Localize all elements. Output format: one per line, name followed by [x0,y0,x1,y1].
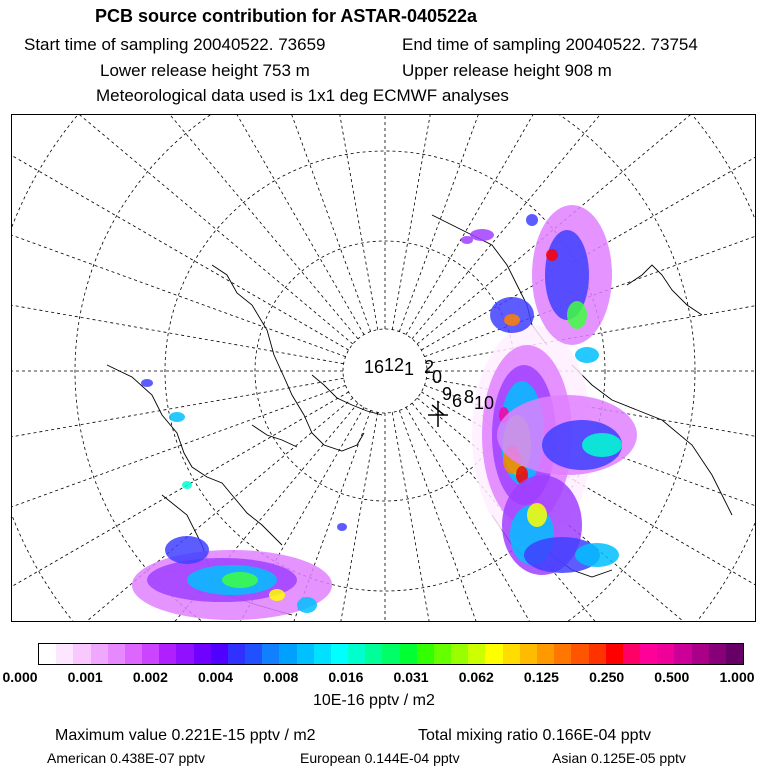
start-time: Start time of sampling 20040522. 73659 [24,35,326,54]
colorbar-tick-label: 0.062 [458,669,494,685]
colorbar-cell [194,644,211,664]
plume-blob [526,214,538,226]
coastline [312,375,382,415]
colorbar-cell [125,644,142,664]
colorbar-tick-label: 0.004 [198,669,234,685]
colorbar-cell [39,644,56,664]
colorbar-cell [365,644,382,664]
plume-blob [165,536,209,564]
colorbar-cell [468,644,485,664]
colorbar-cell [142,644,159,664]
colorbar-cell [382,644,399,664]
colorbar-cell [400,644,417,664]
colorbar-tick-label: 0.500 [654,669,690,685]
colorbar-tick-label: 0.002 [132,669,168,685]
colorbar-cell [674,644,691,664]
colorbar-cell [228,644,245,664]
meridian-line [12,115,364,335]
center-label: 0 [432,367,443,387]
colorbar-tick-label: 0.125 [523,669,559,685]
colorbar-cell [331,644,348,664]
plume-blob [527,503,547,527]
plume-blob [297,597,317,613]
meridian-line [12,378,344,527]
colorbar-cell [91,644,108,664]
lower-release-height: Lower release height 753 m [100,61,310,80]
upper-release-height: Upper release height 908 m [402,61,612,80]
center-label: 9 [442,384,453,404]
colorbar-cell [692,644,709,664]
plume-blob [546,249,558,261]
concentration-plumes [132,205,637,620]
center-label: 8 [464,387,475,407]
colorbar-cell [108,644,125,664]
colorbar-cell [537,644,554,664]
colorbar-cell [520,644,537,664]
plume-blob [169,412,185,422]
colorbar-cell [434,644,451,664]
colorbar-cell [623,644,640,664]
plume-blob [504,314,520,326]
colorbar-cell [726,644,743,664]
colorbar-cell [56,644,73,664]
plume-blob [575,543,619,567]
plume-blob [575,347,599,363]
plume-blob [470,229,494,241]
colorbar-cell [73,644,90,664]
colorbar-tick-label: 1.000 [719,669,755,685]
colorbar-cell [262,644,279,664]
plot-title: PCB source contribution for ASTAR-040522a [95,6,478,26]
colorbar-cell [571,644,588,664]
colorbar [38,643,744,665]
colorbar-cell [417,644,434,664]
colorbar-cell [554,644,571,664]
plume-blob [582,433,622,457]
colorbar-cell [640,644,657,664]
plume-blob [461,236,473,244]
center-label: 16 [364,357,385,377]
coastline [107,365,282,545]
center-label: 6 [452,391,463,411]
end-time: End time of sampling 20040522. 73754 [402,35,698,54]
center-label: 2 [424,357,435,377]
colorbar-tick-label: 0.031 [393,669,429,685]
colorbar-cell [314,644,331,664]
meridian-line [12,115,346,357]
plume-blob [337,523,347,531]
total-mixing-ratio: Total mixing ratio 0.166E-04 pptv [418,727,652,744]
colorbar-cell [606,644,623,664]
meridian-line [229,115,378,330]
colorbar-cell [176,644,193,664]
plume-blob [269,589,285,601]
colorbar-cell [245,644,262,664]
colorbar-cell [709,644,726,664]
meridian-line [392,115,541,330]
colorbar-cell [657,644,674,664]
colorbar-cell [503,644,520,664]
max-value: Maximum value 0.221E-15 pptv / m2 [55,727,316,744]
colorbar-cell [348,644,365,664]
meridian-line [12,115,349,350]
coastline [627,265,702,315]
polar-map [12,115,756,622]
plume-blob [141,379,153,387]
plume-blob [222,572,258,588]
center-label: 10 [474,393,495,413]
map-frame [11,114,756,622]
colorbar-cell [589,644,606,664]
european-contribution: European 0.144E-04 pptv [300,750,460,766]
meridian-line [12,115,353,344]
colorbar-cell [159,644,176,664]
colorbar-tick-label: 0.001 [67,669,103,685]
colorbar-cell [211,644,228,664]
met-data-note: Meteorological data used is 1x1 deg ECMWF analyses [96,86,509,105]
colorbar-tick-label: 0.016 [328,669,364,685]
colorbar-cell [485,644,502,664]
colorbar-cell [451,644,468,664]
colorbar-tick-label: 0.008 [263,669,299,685]
plume-blob [567,301,587,329]
asian-contribution: Asian 0.125E-05 pptv [552,750,686,766]
plume-blob [182,481,192,489]
colorbar-unit: 10E-16 pptv / m2 [313,692,435,709]
meridian-line [12,215,344,364]
release-site-icon [428,401,448,427]
meridian-line [77,115,370,332]
center-label: 12 [384,355,405,375]
colorbar-tick-label: 0.000 [2,669,38,685]
center-label: 1 [404,359,415,379]
american-contribution: American 0.438E-07 pptv [47,750,205,766]
colorbar-cell [297,644,314,664]
colorbar-tick-label: 0.250 [589,669,625,685]
colorbar-cell [279,644,296,664]
